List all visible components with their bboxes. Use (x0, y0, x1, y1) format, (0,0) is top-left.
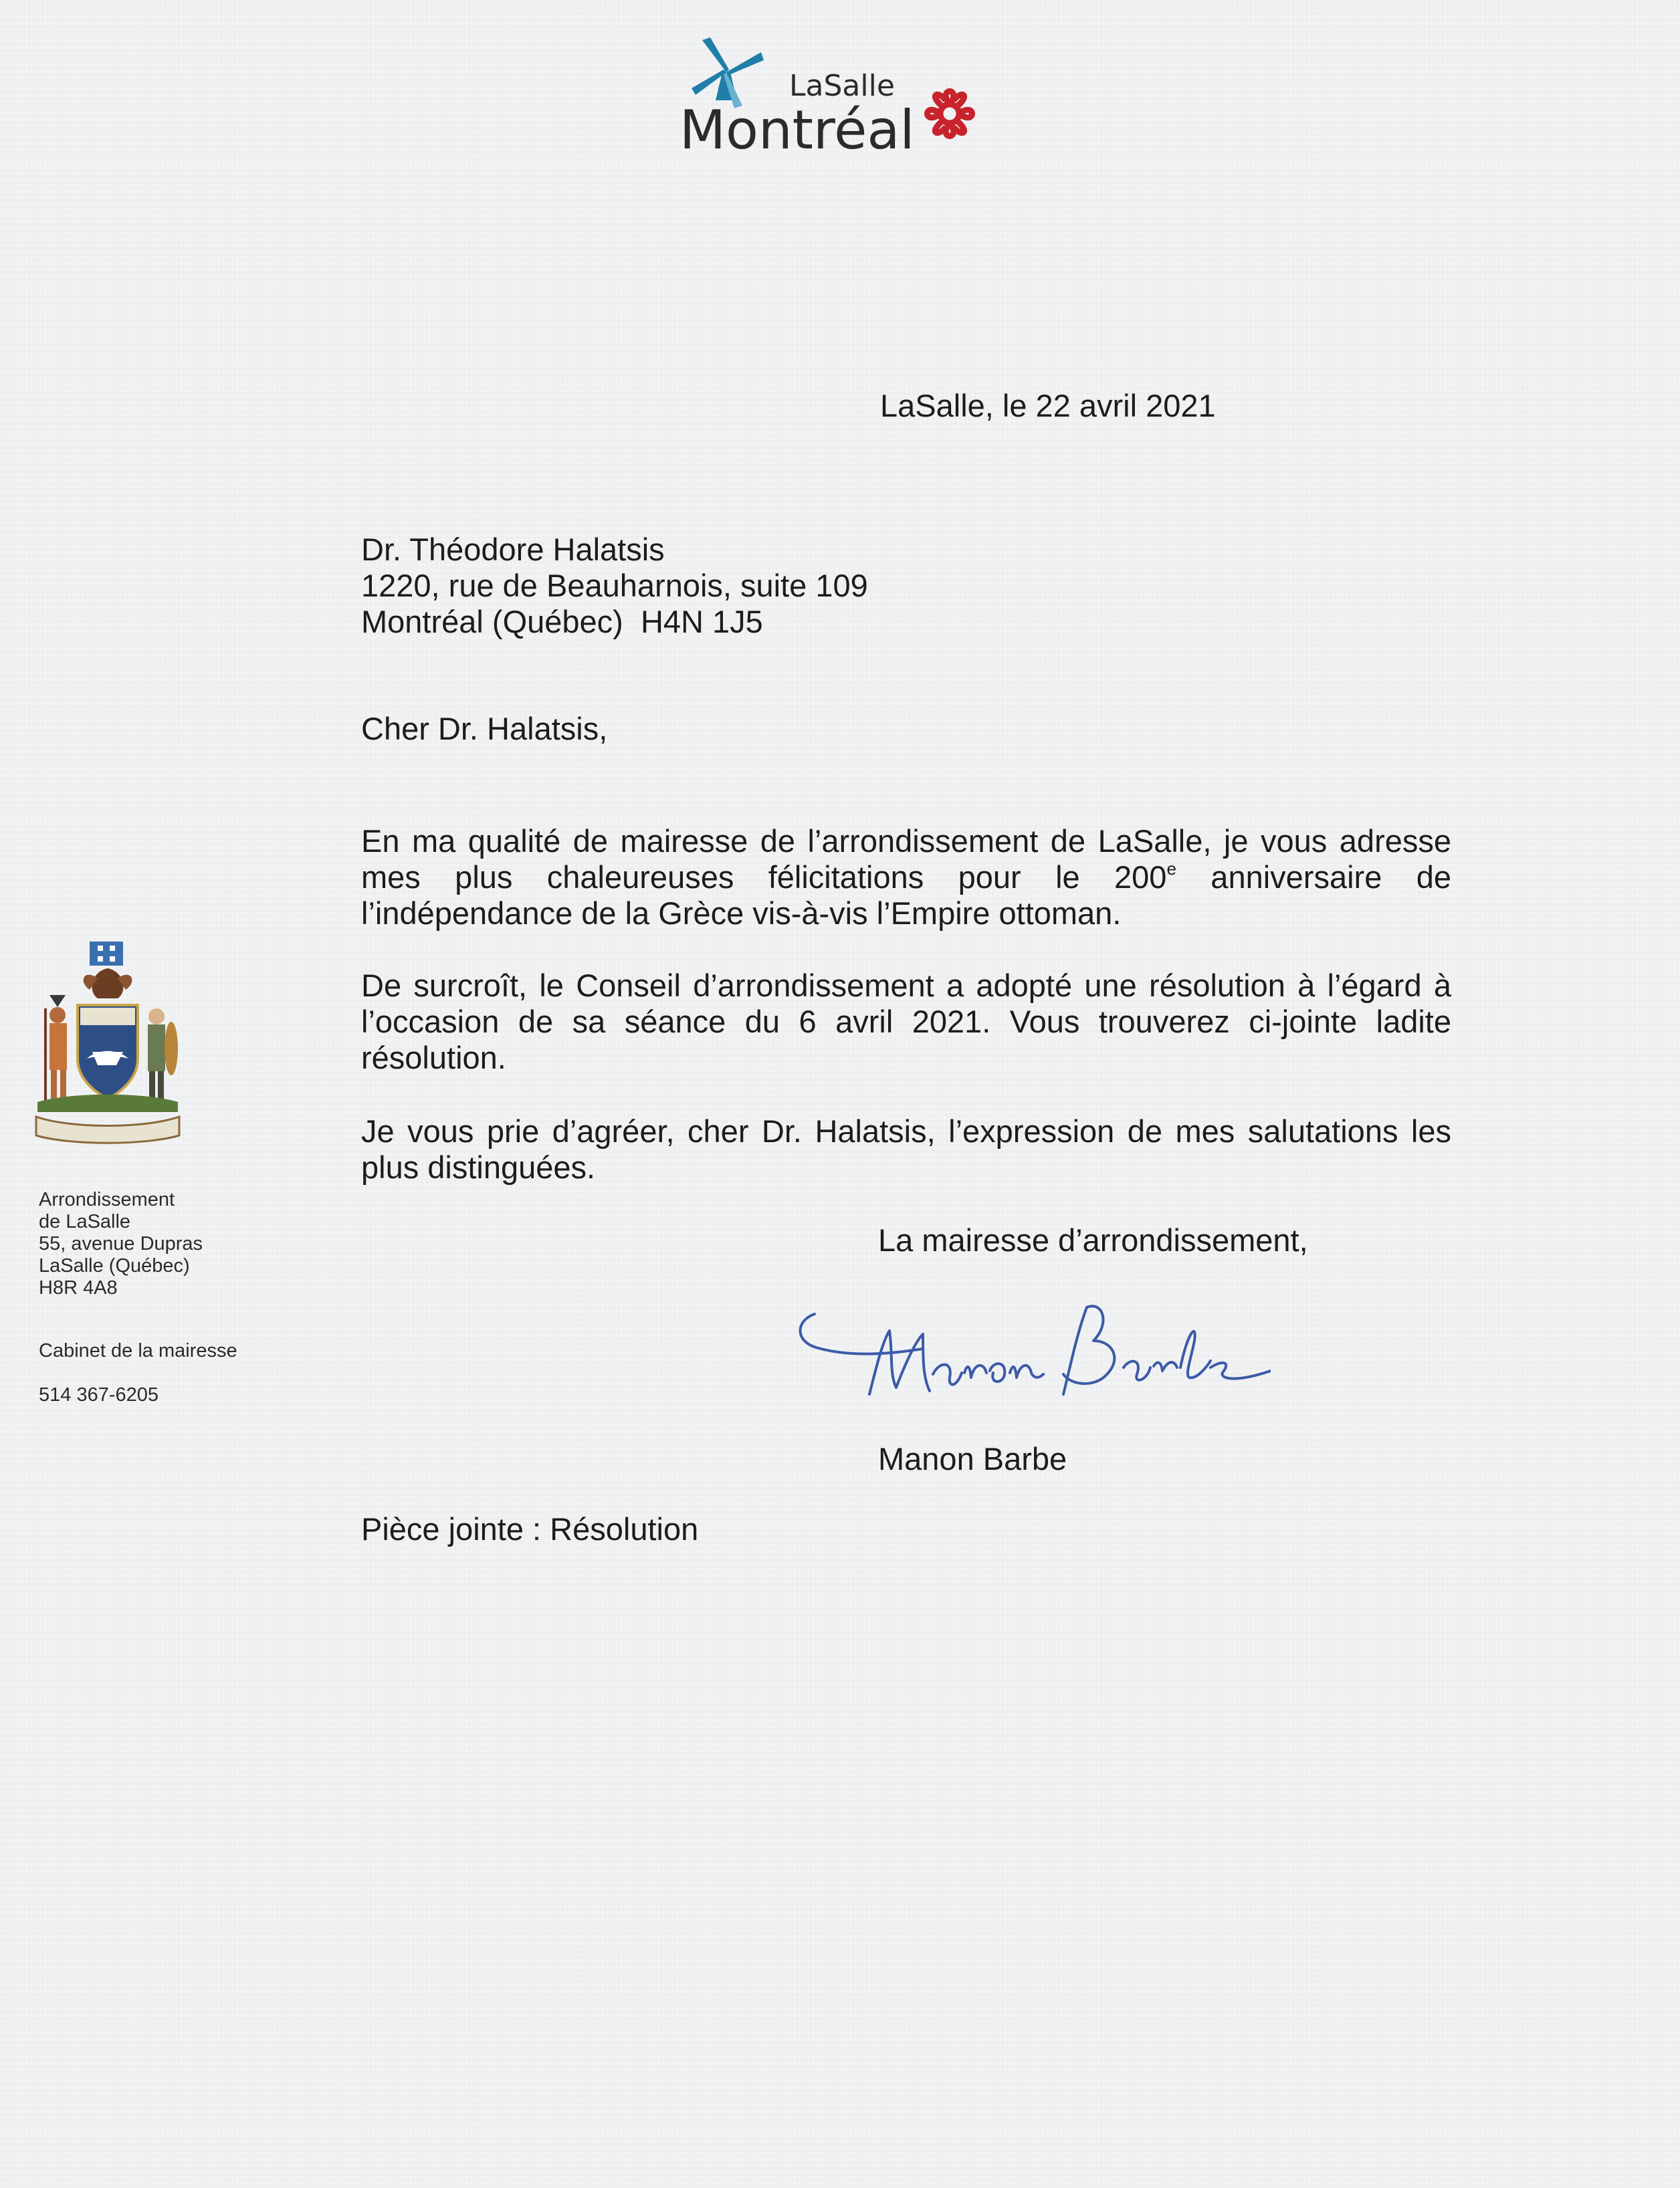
paragraph-line: De surcroît, le Conseil d’arrondissement a adopté une résolution à l’égard à (361, 968, 1451, 1003)
enclosure-note: Pièce jointe : Résolution (361, 1511, 699, 1547)
salutation: Cher Dr. Halatsis, (361, 711, 608, 746)
recipient-street: 1220, rue de Beauharnois, suite 109 (361, 568, 868, 603)
paragraph-resolution (361, 968, 1451, 1076)
signatory-name: Manon Barbe (878, 1441, 1067, 1476)
montreal-rosette-icon (928, 92, 972, 136)
logo-borough-text: LaSalle (789, 69, 895, 103)
recipient-name: Dr. Théodore Halatsis (361, 532, 665, 567)
paragraph-line: mes plus chaleureuses félicitations pour le 200e anniversaire de (361, 859, 1451, 895)
letter-date: LaSalle, le 22 avril 2021 (880, 388, 1216, 423)
paragraph-line: résolution. (361, 1040, 506, 1075)
borough-address-line: de LaSalle (39, 1211, 131, 1232)
borough-address-line: 55, avenue Dupras (39, 1233, 203, 1254)
office-phone: 514 367-6205 (39, 1384, 159, 1406)
lasalle-montreal-logo (675, 33, 990, 167)
recipient-city: Montréal (Québec) H4N 1J5 (361, 604, 763, 639)
paragraph-line: En ma qualité de mairesse de l’arrondissement de LaSalle, je vous adresse (361, 823, 1451, 859)
paragraph-line: l’occasion de sa séance du 6 avril 2021. Vous trouverez ci-jointe ladite (361, 1004, 1451, 1039)
paragraph-congratulations (361, 823, 1451, 932)
closing-title: La mairesse d’arrondissement, (878, 1222, 1308, 1258)
borough-address-line: H8R 4A8 (39, 1277, 118, 1299)
paragraph-line: Je vous prie d’agréer, cher Dr. Halatsis, l’expression de mes salutations les (361, 1113, 1451, 1149)
coat-of-arms-emblem (31, 942, 185, 1149)
ordinal-superscript: e (1166, 859, 1176, 879)
recipient-address (361, 532, 868, 640)
windmill-icon (692, 37, 764, 108)
borough-address (39, 1189, 203, 1299)
borough-address-line: LaSalle (Québec) (39, 1255, 190, 1277)
office-name: Cabinet de la mairesse (39, 1340, 237, 1361)
paragraph-salutations (361, 1113, 1451, 1186)
borough-address-line: Arrondissement (39, 1189, 175, 1210)
logo-city-text: Montréal (679, 99, 915, 161)
handwritten-signature (789, 1294, 1271, 1421)
paragraph-line: plus distinguées. (361, 1150, 596, 1185)
paragraph-line: l’indépendance de la Grèce vis-à-vis l’Empire ottoman. (361, 895, 1122, 931)
